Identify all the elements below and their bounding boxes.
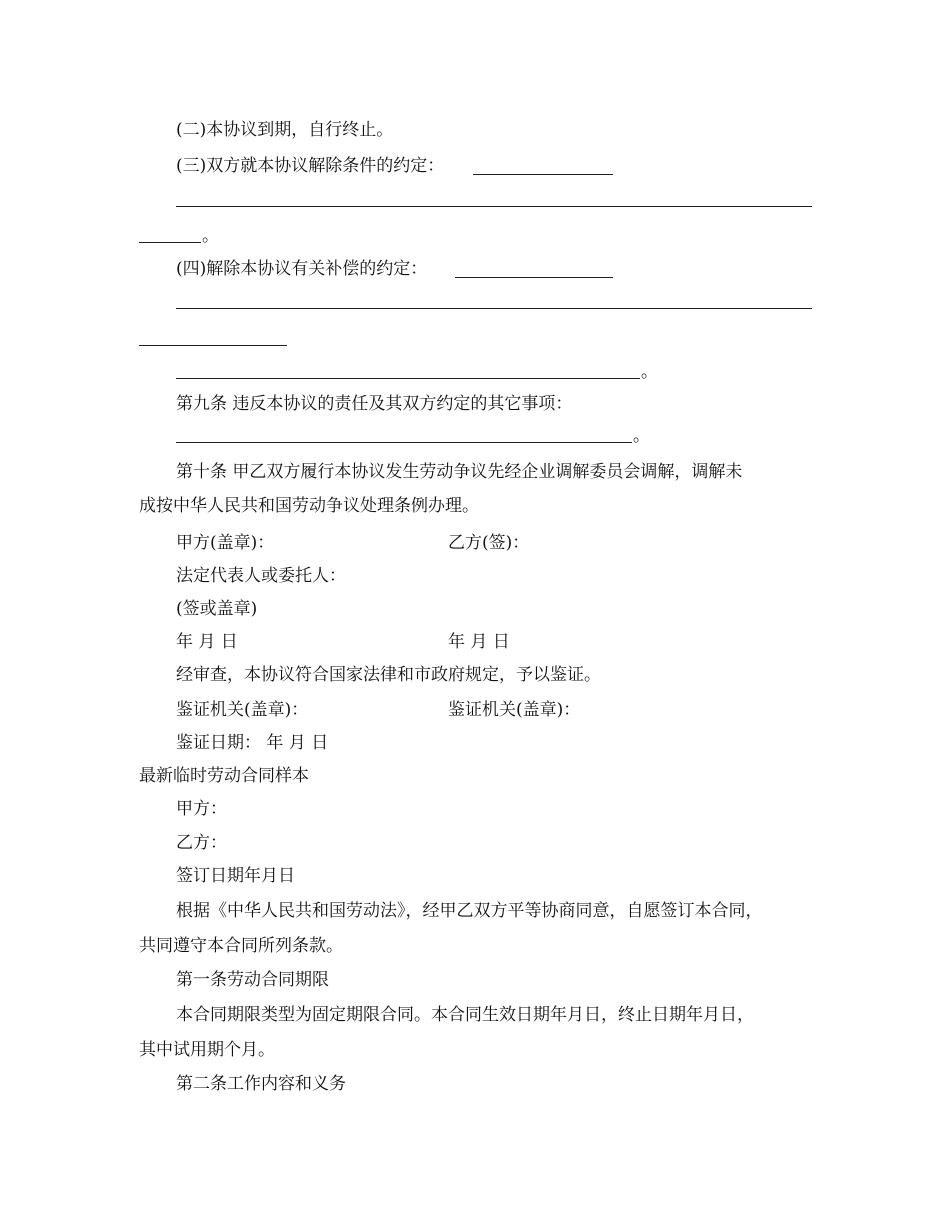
blank-line [176, 308, 812, 309]
party-b-label: 乙方： [176, 833, 227, 853]
authentication-date: 鉴证日期： 年 月 日 [176, 733, 329, 753]
article-10-line-1: 第十条 甲乙双方履行本协议发生劳动争议先经企业调解委员会调解，调解未 [176, 462, 743, 482]
clause-agreement-expiry: (二)本协议到期，自行终止。 [176, 120, 394, 140]
article-1-heading: 第一条劳动合同期限 [176, 970, 329, 990]
blank-line [176, 442, 632, 443]
blank-line [473, 174, 613, 175]
review-statement: 经审查，本协议符合国家法律和市政府规定，予以鉴证。 [176, 665, 601, 685]
clause-compensation: (四)解除本协议有关补偿的约定： [176, 259, 428, 279]
party-a-seal-label: 甲方(盖章)： [176, 533, 275, 553]
blank-line [139, 242, 201, 243]
basis-line-1: 根据《中华人民共和国劳动法》，经甲乙双方平等协商同意，自愿签订本合同， [176, 901, 763, 921]
legal-representative-label: 法定代表人或委托人： [176, 566, 346, 586]
blank-line [176, 378, 640, 379]
authentication-authority-b: 鉴证机关(盖章)： [448, 700, 581, 720]
sign-or-seal-label: (签或盖章) [176, 599, 258, 619]
article-10-line-2: 成按中华人民共和国劳动争议处理条例办理。 [139, 496, 479, 516]
signing-date: 签订日期年月日 [176, 866, 295, 886]
blank-line [176, 206, 812, 207]
authentication-authority-a: 鉴证机关(盖章)： [176, 700, 309, 720]
blank-line [455, 277, 613, 278]
period-mark: 。 [202, 226, 219, 246]
contract-title: 最新临时劳动合同样本 [139, 766, 309, 786]
basis-line-2: 共同遵守本合同所列条款。 [139, 936, 343, 956]
article-9: 第九条 违反本协议的责任及其双方约定的其它事项： [176, 394, 573, 414]
article-2-heading: 第二条工作内容和义务 [176, 1074, 346, 1094]
term-line-1: 本合同期限类型为固定期限合同。本合同生效日期年月日，终止日期年月日， [176, 1005, 754, 1025]
date-party-a: 年 月 日 [176, 632, 238, 652]
term-line-2: 其中试用期个月。 [139, 1040, 275, 1060]
date-party-b: 年 月 日 [448, 632, 510, 652]
party-b-sign-label: 乙方(签)： [448, 533, 530, 553]
period-mark: 。 [633, 426, 650, 446]
party-a-label: 甲方： [176, 799, 227, 819]
period-mark: 。 [641, 362, 658, 382]
blank-line [139, 345, 287, 346]
clause-termination-conditions: (三)双方就本协议解除条件的约定： [176, 156, 445, 176]
